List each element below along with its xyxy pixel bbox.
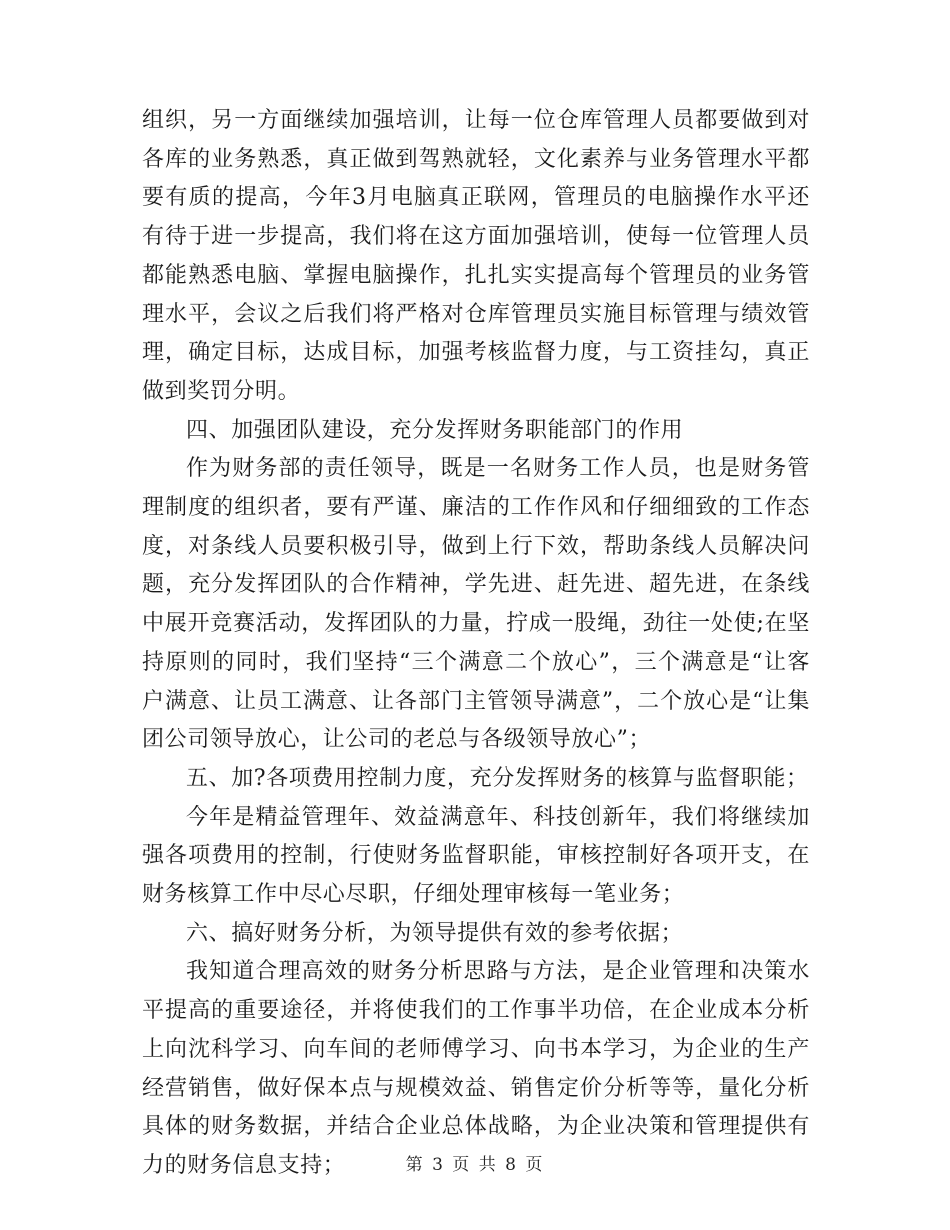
section-heading-cost-control: 五、加?各项费用控制力度，充分发挥财务的核算与监督职能； — [186, 765, 809, 791]
paragraph-cost-control: 今年是精益管理年、效益满意年、科技创新年，我们将继续加强各项费用的控制，行使财务监督职能，审核控制好各项开支，在财务核算工作中尽心尽职，仔细处理审核每一笔业务； — [142, 804, 810, 908]
paragraph-team-building: 作为财务部的责任领导，既是一名财务工作人员，也是财务管理制度的组织者，要有严谨、廉洁的工作作风和仔细细致的工作态度，对条线人员要积极引导，做到上行下效，帮助条线人员解决问题，充分发挥团队的合作精神，学先进、赶先进、超先进，在条线中展开竞赛活动，发挥团队的力量，拧成一股绳，劲往一处使;在坚持原则的同时，我们坚持“三个满意二个放心”，三个满意是“让客户满意、让员工满意、让各部门主管领导满意”，二个放心是“让集团公司领导放心，让公司的老总与各级领导放心”； — [142, 456, 810, 753]
paragraph-financial-analysis: 我知道合理高效的财务分析思路与方法，是企业管理和决策水平提高的重要途径，并将使我们的工作事半功倍，在企业成本分析上向沈科学习、向车间的老师傅学习、向书本学习，为企业的生产经营销售，做好保本点与规模效益、销售定价分析等等，量化分析具体的财务数据，并结合企业总体战略，为企业决策和管理提供有力的财务信息支持； — [142, 959, 810, 1178]
paragraph-continuation: 组织，另一方面继续加强培训，让每一位仓库管理人员都要做到对各库的业务熟悉，真正做到驾熟就轻，文化素养与业务管理水平都要有质的提高，今年3月电脑真正联网，管理员的电脑操作水平还有待于进一步提高，我们将在这方面加强培训，使每一位管理人员都能熟悉电脑、掌握电脑操作，扎扎实实提高每个管理员的业务管理水平，会议之后我们将严格对仓库管理员实施目标管理与绩效管理，确定目标，达成目标，加强考核监督力度，与工资挂勾，真正做到奖罚分明。 — [142, 108, 810, 404]
document-body — [142, 102, 810, 1186]
section-heading-financial-analysis: 六、搞好财务分析，为领导提供有效的参考依据； — [186, 920, 684, 946]
section-heading-team-building: 四、加强团队建设，充分发挥财务职能部门的作用 — [186, 417, 684, 443]
page-number-footer: 第 3 页 共 8 页 — [405, 1155, 545, 1175]
